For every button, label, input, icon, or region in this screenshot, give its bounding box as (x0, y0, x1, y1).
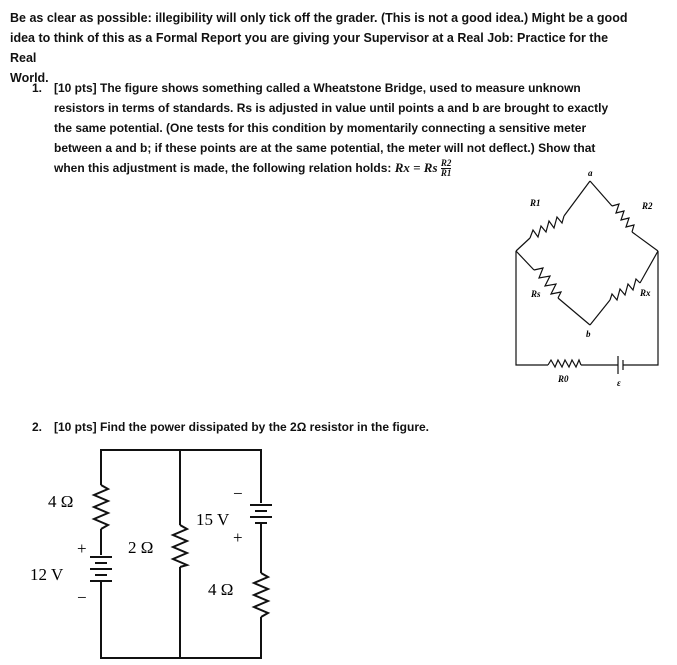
label-r1: R1 (530, 198, 541, 208)
intro-line-2: idea to think of this as a Formal Report you are giving your Supervisor at a Real Job: Practice for the Real (10, 31, 609, 65)
label-rs: Rs (531, 289, 541, 299)
label-15v-minus: − (233, 484, 243, 503)
question-2 (32, 417, 632, 437)
intro-line-1: Be as clear as possible: illegibility will only tick off the grader. (This is not a good idea.) Might be a good (10, 11, 628, 25)
question-2-number: 2. (32, 420, 43, 434)
wire-top-left (101, 450, 180, 485)
label-point-b: b (586, 329, 591, 339)
question-1 (32, 78, 652, 178)
wire-left-to-rs (516, 251, 534, 270)
label-4-ohm-right: 4 Ω (208, 580, 234, 599)
wire-rx-to-right (640, 251, 658, 283)
formula-lhs: Rx = Rs (394, 160, 438, 175)
label-15v: 15 V (196, 510, 230, 529)
wire-left-to-r1 (516, 238, 530, 251)
formula-fraction (441, 159, 452, 178)
wire-r2-to-right (632, 232, 658, 251)
circuit-diagram-q2 (28, 445, 298, 663)
question-1-text (54, 78, 652, 178)
label-12v-plus: + (77, 539, 87, 558)
wire-rs-to-b (558, 298, 590, 325)
intro-paragraph (10, 8, 630, 88)
formula-numerator: R2 (440, 158, 452, 169)
question-1-line-1: [10 pts] The figure shows something called a Wheatstone Bridge, used to measure unknown (54, 81, 581, 95)
label-15v-plus: + (233, 528, 243, 547)
question-1-line-3: the same potential. (One tests for this condition by momentarily connecting a sensitive meter (54, 121, 587, 135)
formula-denominator: R1 (440, 168, 452, 179)
label-r0: R0 (558, 374, 569, 384)
label-12v: 12 V (30, 565, 64, 584)
label-r2: R2 (642, 201, 653, 211)
wire-b-to-rx (590, 300, 610, 325)
question-1-line-2: resistors in terms of standards. Rs is adjusted in value until points a and b are brought to exactly (54, 101, 609, 115)
question-1-line-5-text: when this adjustment is made, the following relation holds: (54, 161, 392, 175)
resistor-4-ohm-right (254, 573, 268, 617)
wire-a-to-r2 (590, 181, 612, 206)
label-point-a: a (588, 168, 593, 178)
intro-line-3: World. (10, 71, 49, 85)
resistor-r1 (530, 216, 564, 238)
resistor-r0 (548, 360, 581, 367)
label-2-ohm: 2 Ω (128, 538, 154, 557)
wire-r1-to-a (564, 181, 590, 216)
resistor-4-ohm-left (94, 485, 108, 529)
label-emf: ε (617, 378, 621, 388)
question-2-text: [10 pts] Find the power dissipated by the 2Ω resistor in the figure. (54, 420, 430, 434)
label-4-ohm-left: 4 Ω (48, 492, 74, 511)
resistor-r2 (612, 204, 634, 232)
wheatstone-bridge-diagram (500, 168, 675, 398)
question-1-number: 1. (32, 81, 43, 95)
resistor-rx (610, 279, 640, 300)
label-12v-minus: − (77, 588, 87, 607)
wire-battery-to-right (623, 251, 658, 365)
wire-top-right (180, 450, 261, 485)
question-1-line-4: between a and b; if these points are at the same potential, the meter will not deflect.) Show that (54, 141, 596, 155)
label-rx: Rx (640, 288, 651, 298)
resistor-2-ohm (173, 525, 187, 567)
